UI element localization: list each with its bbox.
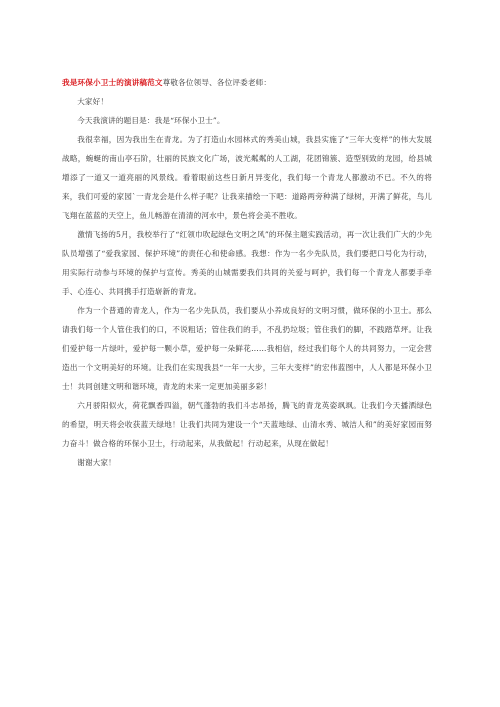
paragraph-environment: 作为一个普通的青龙人，作为一名少先队员，我们要从小养成良好的文明习惯，做环保的小卫士。那么请我们每一个人管住我们的口，不说粗话；管住我们的手，不乱扔垃圾；管住我们的脚，不践踏草坪。让我们爱护每一片绿叶，爱护每一颗小草，爱护每一朵鲜花……我相信，经过我们每个人的共同努力，一定会营造出一个文明美好的环境。让我们在实现我县“一年一大步，三年大变样”的宏伟蓝图中，人人都是环保小卫士！共同创建文明和谐环境，青龙的未来一定更加美丽多彩！ bbox=[62, 306, 432, 391]
paragraph-june: 六月骄阳似火，荷花飘香四溢，朝气蓬勃的我们斗志昂扬，腾飞的青龙英姿飒飒。让我们今天播洒绿色的希望，明天将会收获蓝天绿地！让我们共同为建设一个“天蓝地绿、山清水秀、城洁人和”的美好家园而努力奋斗！做合格的环保小卫士，行动起来，从我做起！行动起来，从现在做起！ bbox=[62, 401, 432, 448]
salutation: 尊敬各位领导、各位评委老师： bbox=[162, 78, 272, 87]
document-title: 我是环保小卫士的演讲稿范文 bbox=[62, 78, 163, 87]
paragraph-topic: 今天我演讲的题目是：我是“环保小卫士”。 bbox=[77, 116, 225, 125]
speech-body bbox=[62, 73, 432, 472]
paragraph-greeting: 大家好！ bbox=[77, 97, 109, 106]
title-line bbox=[62, 73, 432, 92]
paragraph-may-activity: 激情飞扬的5月，我校举行了“红领巾吹起绿色文明之风”的环保主题实践活动，再一次让我们广大的少先队员增强了“爱我家园、保护环境”的责任心和使命感。我想：作为一名少先队员，我们要把口号化为行动，用实际行动参与环境的保护与宣传。秀美的山城需要我们共同的关爱与呵护，我们每一个青龙人都要手牵手、心连心、共同携手打造崭新的青龙。 bbox=[62, 230, 432, 296]
paragraph-thanks: 谢谢大家！ bbox=[77, 458, 116, 467]
paragraph-qinglong: 我很幸福，因为我出生在青龙。为了打造山水园林式的秀美山城，我县实施了“三年大变样”的伟大发展战略，蜿蜒的南山亭石阶，壮丽的民族文化广场，波光粼粼的人工湖，花团锦簇、造型别致的龙园，给县城增添了一道又一道亮丽的风景线。看着眼前这些日新月异变化，我们每一个青龙人都激动不已。不久的将来，我们可爱的家园`一青龙会是什么样子呢？让我来描绘一下吧：道路两旁种满了绿树，开满了鲜花，鸟儿飞翔在蓝蓝的天空上，鱼儿畅游在清清的河水中，景色将会美不胜收。 bbox=[62, 135, 432, 220]
